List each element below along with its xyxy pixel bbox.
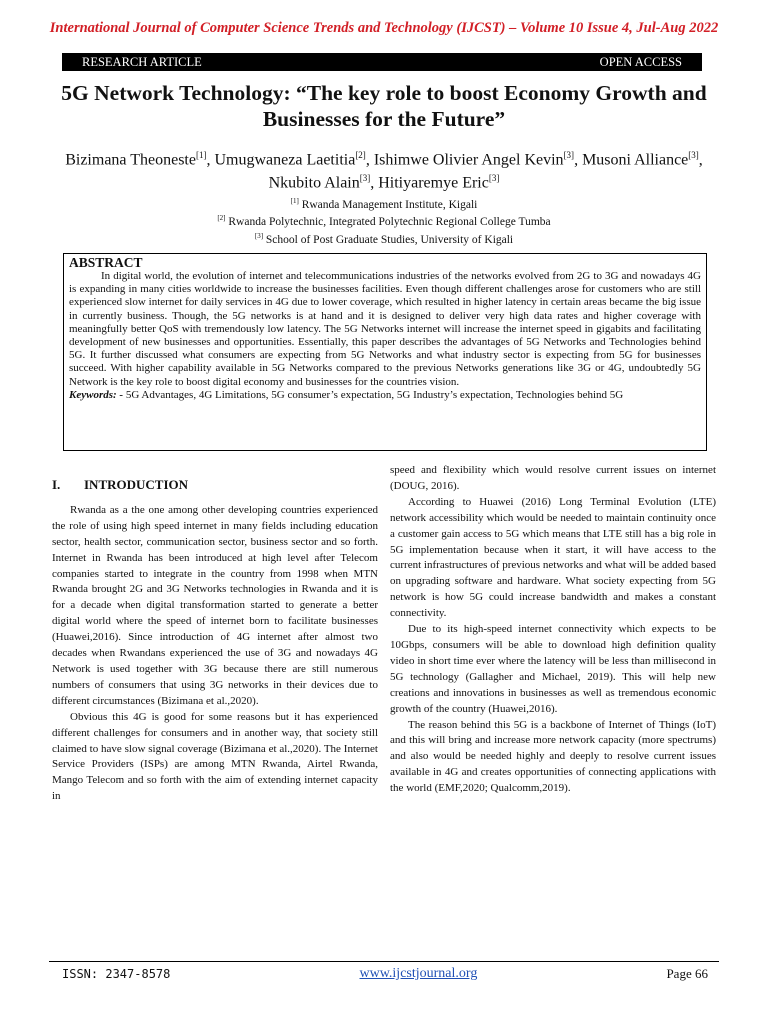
abstract-box (63, 253, 707, 451)
abstract-heading: ABSTRACT (69, 255, 143, 270)
affiliation-text: Rwanda Management Institute, Kigali (301, 198, 478, 211)
journal-link[interactable]: www.ijcstjournal.org (359, 966, 478, 981)
keywords-text: 5G Advantages, 4G Limitations, 5G consumer’s expectation, 5G Industry’s expectation, Technologies behind 5G (125, 388, 624, 401)
author-name: Umugwaneza Laetitia (214, 151, 356, 169)
author-name: Nkubito Alain (268, 174, 360, 192)
paper-title: 5G Network Technology: “The key role to boost Economy Growth and Businesses for the Future” (61, 81, 707, 131)
paragraph: Rwanda as a the one among other developing countries experienced the role of using high speed internet in many fields including education sector, health sector, communication sector, business sector and so forth. Internet in Rwanda has been introduced at high level after Telecom companies started to integrate in the country from 1998 when MTN Rwanda brought 2G and 3G Networks technologies in Rwanda and it is for a decade when digital transformation started to generate a better digital world where the speed of internet born to facilitate businesses (Huawei,2016). Since introduction of 4G internet after almost two decades when Rwandans experienced the use of 3G and nowadays 4G Network is used together with 3G because there are still numerous numbers of consumers that using 3G networks in their devices due to different circumstances (Bizimana et al.,2020). (52, 503, 378, 707)
footer-divider (49, 961, 719, 962)
author-affiliation-mark: [3] (563, 150, 575, 160)
page-number: Page 66 (666, 966, 708, 981)
abstract-body: In digital world, the evolution of internet and telecommunications industries of the networks evolved from 2G to 3G and nowadays 4G is expanding in many cities worldwide to increase the businesses facilities. Even though different challenges arose for customers who are still experienced slow internet for daily services in 4G due to lower coverage, which resulted in higher latency in certain areas became the big issue in currently business. Though, the 5G networks is at hand and it is designed to deliver very high data rates and higher coverage with meaningfully better QoS with tremendously low latency. The 5G Networks internet will increase the internet speed in gigabits and facilitating development of new businesses and opportunities. Essentially, this paper describes the advantages of 5G Networks and Technologies behind 5G. It further discussed what consumers are expecting from 5G Networks and what industry sector is expecting from 5G for businesses succeed. With higher capability available in 5G Networks compared to the previous Networks generations like 3G or 4G, undoubtedly 5G Network is the key role to boost digital economy and businesses for the countries vision. (69, 270, 701, 388)
section-number: I. (52, 477, 61, 492)
keywords-label: Keywords: - (69, 388, 124, 401)
paragraph: Due to its high-speed internet connectivity which expects to be 10Gbps, consumers will be able to download high definition quality video in short time ever where the latency will be less than millisecond in 5G technology (Gallagher and Michael, 2019). This will help new creations and innovations in businesses as well as tremendous economic growth of the country (Huawei,2016). (390, 623, 716, 715)
paragraph: According to Huawei (2016) Long Terminal Evolution (LTE) network accessibility which would be needed to maintain continuity once a customer gain access to 5G which means that LTE still has a big role in 5G implementation because when it start, it will have access to the current infrastructures of previous networks and what will be added based on upgrading software and hardware. What society expecting from 5G network is how 5G could increase bandwidth and makes a constant connectivity. (390, 495, 716, 620)
article-type-bar (62, 53, 702, 71)
page-footer (62, 966, 708, 982)
affiliation-list (40, 195, 728, 247)
journal-header: International Journal of Computer Science Trends and Technology (IJCST) – Volume 10 Issue 4, Jul-Aug 2022 (49, 20, 719, 36)
affiliation (40, 230, 728, 247)
affiliation-mark: [3] (254, 231, 264, 240)
paragraph: The reason behind this 5G is a backbone of Internet of Things (IoT) and this will bring and increase more network capacity (more spectrums) and also would be needed highly and deeply to resolve current issues available in 4G and creates opportunities of connecting applications with the world (EMF,2020; Qualcomm,2019). (390, 718, 716, 795)
keywords-line (69, 389, 701, 402)
affiliation-text: Rwanda Polytechnic, Integrated Polytechnic Regional College Tumba (228, 216, 551, 229)
author-name: Musoni Alliance (582, 151, 689, 169)
author-affiliation-mark: [3] (359, 173, 371, 184)
section-heading (52, 477, 378, 493)
author-name: Ishimwe Olivier Angel Kevin (373, 151, 564, 169)
paragraph: Obvious this 4G is good for some reasons but it has experienced different challenges for consumers and in another way, that society still claimed to have slow signal coverage (Bizimana et al.,2020). The Internet Service Providers (ISPs) are among MTN Rwanda, Airtel Rwanda, Mango Telecom and so forth with the aim of extending internet capacity in (52, 710, 378, 803)
author-affiliation-mark: [2] (355, 150, 366, 160)
author-affiliation-mark: [3] (488, 173, 500, 184)
affiliation-mark: [1] (290, 197, 299, 205)
research-article-label: RESEARCH ARTICLE (82, 54, 202, 69)
paragraph: speed and flexibility which would resolve current issues on internet (DOUG, 2016). (390, 464, 716, 492)
left-column (52, 463, 378, 805)
section-title: INTRODUCTION (84, 477, 189, 492)
open-access-label: OPEN ACCESS (599, 54, 682, 69)
author-name: Bizimana Theoneste (65, 151, 196, 169)
right-column (390, 463, 716, 797)
affiliation (40, 195, 728, 212)
affiliation-mark: [2] (217, 214, 226, 223)
issn-label: ISSN: 2347-8578 (62, 967, 171, 981)
affiliation (40, 212, 728, 229)
author-list: Bizimana Theoneste[1], Umugwaneza Laetitia[2], Ishimwe Olivier Angel Kevin[3], Musoni Alliance[3], Nkubito Alain[3], Hitiyaremye Eric[3] (65, 150, 703, 192)
affiliation-text: School of Post Graduate Studies, University of Kigali (265, 233, 514, 246)
author-affiliation-mark: [1] (195, 150, 207, 160)
author-affiliation-mark: [3] (688, 150, 699, 160)
author-name: Hitiyaremye Eric (378, 174, 489, 192)
